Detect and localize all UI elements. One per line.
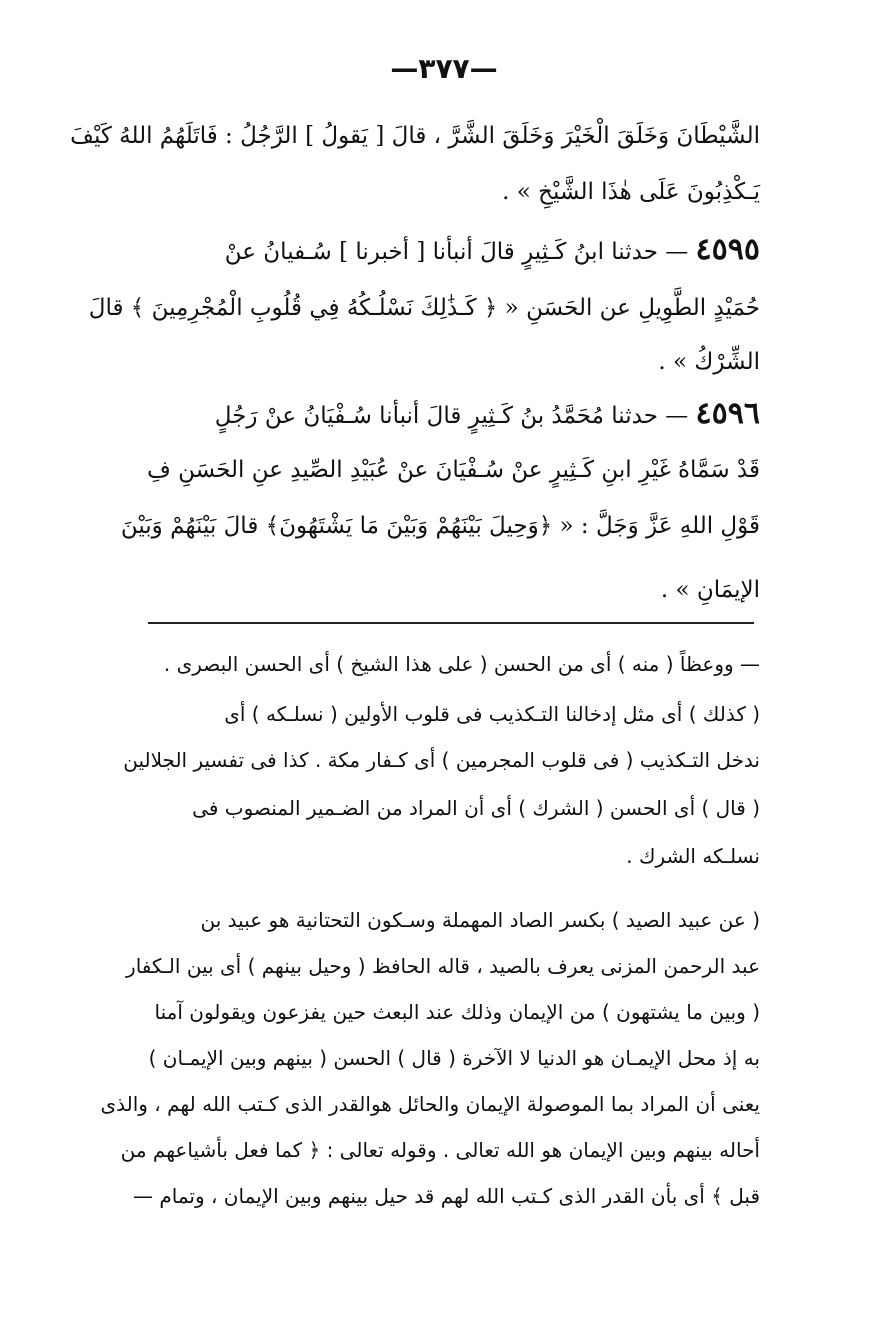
note-line: يعنى أن المراد بما الموصولة الإيمان والحائل هوالقدر الذى كـتب الله لهم ، والذى [100, 1092, 760, 1116]
main-text [70, 114, 760, 614]
main-line: قَوْلِ اللهِ عَزَّ وَجَلَّ : « ﴿وَحِيلَ بَيْنَهُمْ وَبَيْنَ مَا يَشْتَهُونَ﴾ قالَ بَيْنَهُمْ وَبَيْنَ [120, 513, 760, 539]
note-line: به إذ محل الإيمـان هو الدنيا لا الآخرة ( قال ) الحسن ( بينهم وبين الإيمـان ) [148, 1046, 760, 1070]
note-line: ندخل التـكذيب ( فى قلوب المجرمين ) أى كـفار مكة . كذا فى تفسير الجلالين [123, 748, 760, 772]
footnote-divider [148, 622, 754, 624]
hadith-number: ٤٥٩٦ [695, 396, 760, 431]
main-line: قَدْ سَمَّاهُ غَيْرِ ابنِ كَـثِيرٍ عنْ سُـفْيَانَ عنْ عُبَيْدِ الصِّيدِ عنِ الحَسَنِ فِ [147, 457, 760, 483]
commentary-notes [100, 646, 760, 1246]
note-line: أحاله بينهم وبين الإيمان هو الله تعالى . وقوله تعالى : ﴿ كما فعل بأشياعهم من [120, 1138, 760, 1162]
main-line: الشِّرْكُ » . [658, 349, 760, 375]
main-line: يَـكْذِبُونَ عَلَى هٰذَا الشَّيْخِ » . [502, 179, 760, 205]
main-line-text: حدثنا مُحَمَّدُ بنُ كَـثِيرٍ قالَ أنبأنا سُـفْيَانُ عنْ رَجُلٍ [214, 403, 658, 429]
hadith-number: ٤٥٩٥ [695, 232, 760, 267]
main-line: حُمَيْدٍ الطَّوِيلِ عن الحَسَنِ « ﴿ كَـذَٰلِكَ نَسْلُـكُهُ فِي قُلُوبِ الْمُجْرِمِينَ ﴾ قالَ [88, 295, 760, 321]
note-line: ( كذلك ) أى مثل إدخالنا التـكذيب فى قلوب الأولين ( نسلـكه ) أى [224, 702, 760, 726]
main-line-text: حدثنا ابنُ كَـثِيرٍ قالَ أنبأنا [ أخبرنا ] سُـفيانُ عنْ [224, 239, 658, 265]
note-line: — ووعظاً ( منه ) أى من الحسن ( على هذا الشيخ ) أى الحسن البصرى . [163, 652, 760, 676]
note-line: عبد الرحمن المزنى يعرف بالصيد ، قاله الحافظ ( وحيل بينهم ) أى بين الـكفار [126, 954, 760, 978]
hadith-4596-line: ٤٥٩٦ — حدثنا مُحَمَّدُ بنُ كَـثِيرٍ قالَ أنبأنا سُـفْيَانُ عنْ رَجُلٍ [214, 396, 760, 431]
note-line: ( وبين ما يشتهون ) من الإيمان وذلك عند البعث حين يفزعون ويقولون آمنا [154, 1000, 760, 1024]
note-line: قبل ﴾ أى بأن القدر الذى كـتب الله لهم قد حيل بينهم وبين الإيمان ، وتمام — [133, 1184, 760, 1208]
page-number: —٣٧٧— [390, 52, 498, 85]
note-line: ( قال ) أى الحسن ( الشرك ) أى أن المراد من الضـمير المنصوب فى [192, 796, 760, 820]
note-line: ( عن عبيد الصيد ) بكسر الصاد المهملة وسـكون التحتانية هو عبيد بن [200, 908, 760, 932]
main-line: الشَّيْطَانَ وَخَلَقَ الْخَيْرَ وَخَلَقَ الشَّرَّ ، قالَ [ يَقولُ ] الرَّجُلُ : فَاتَلَهُمُ اللهُ كَيْفَ [70, 123, 760, 149]
main-line: الإيمَانِ » . [660, 577, 760, 603]
hadith-4595-line: ٤٥٩٥ — حدثنا ابنُ كَـثِيرٍ قالَ أنبأنا [ أخبرنا ] سُـفيانُ عنْ [224, 232, 760, 267]
note-line: نسلـكه الشرك . [626, 844, 760, 868]
